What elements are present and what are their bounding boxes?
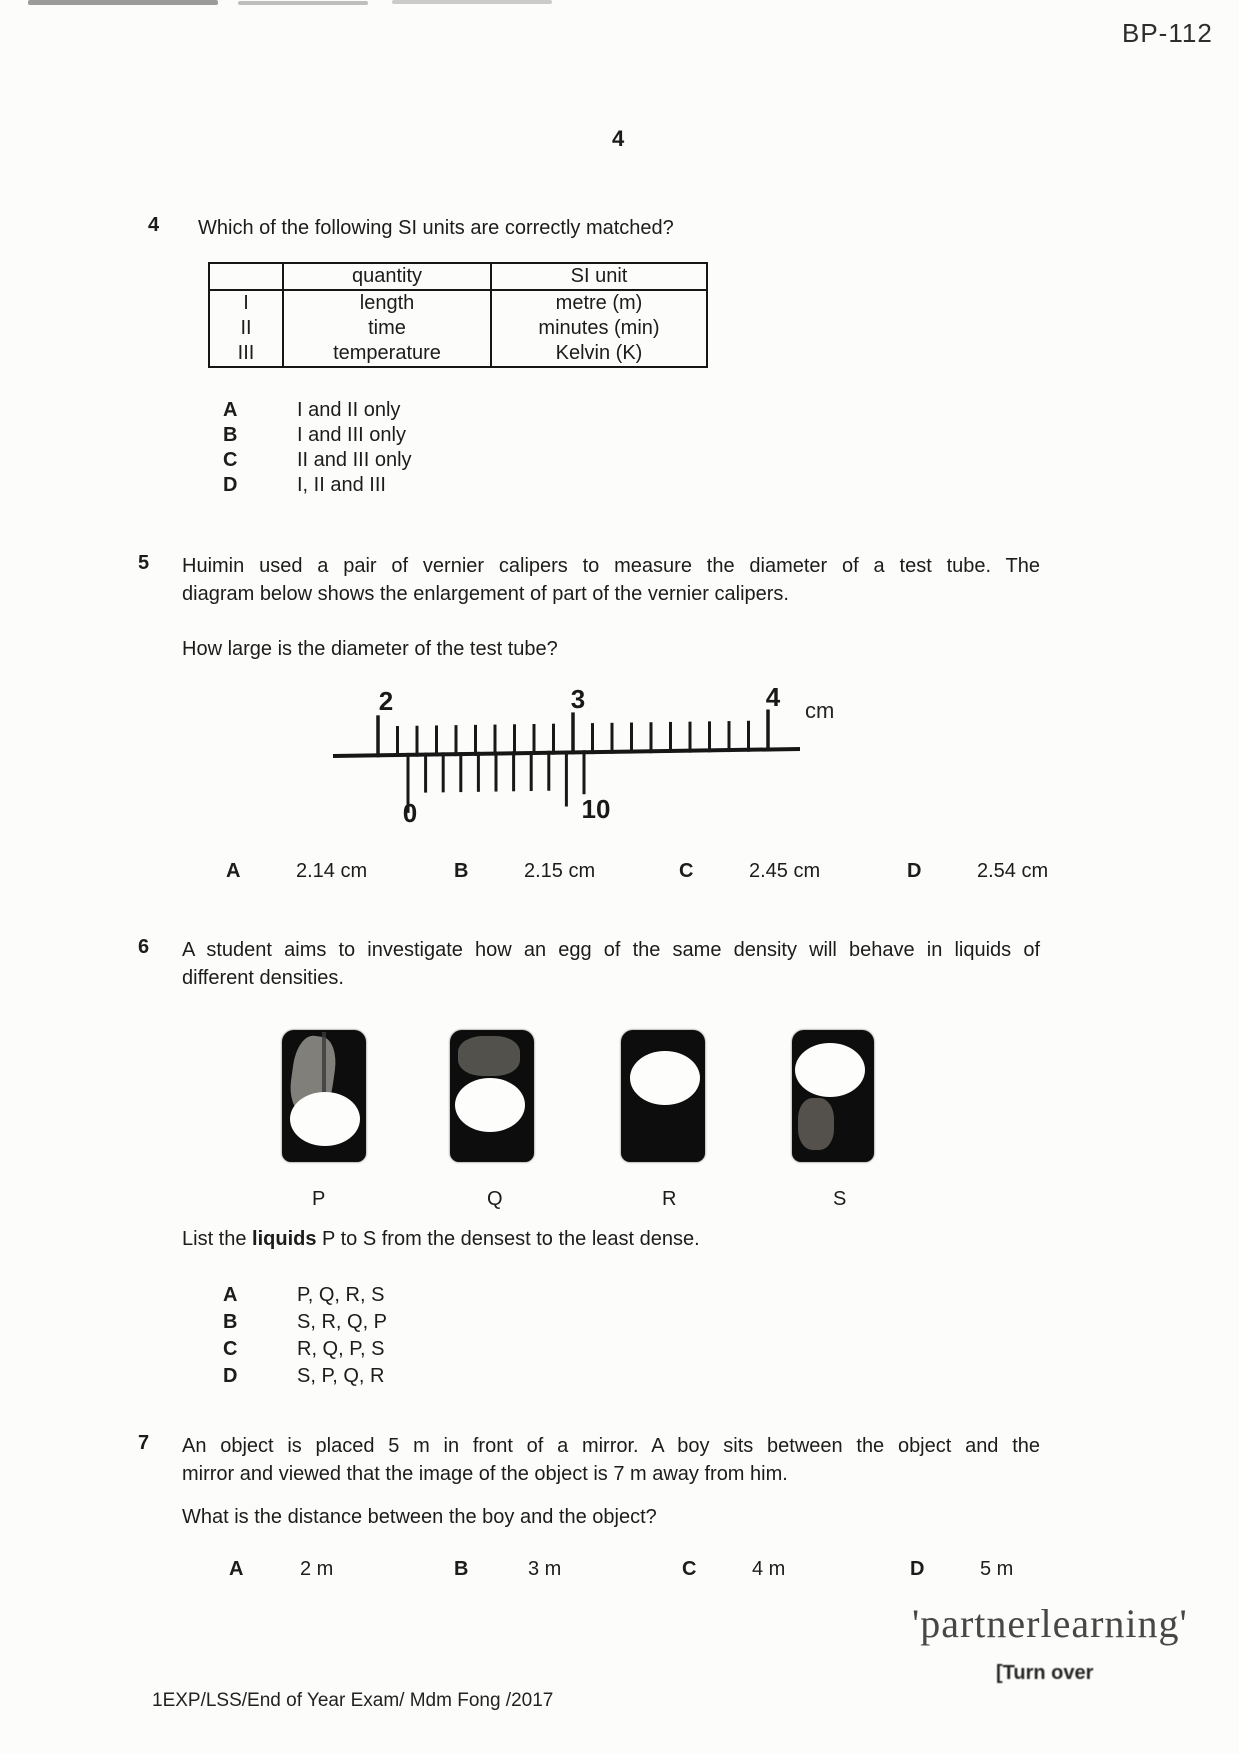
question-7-number: 7 <box>138 1432 150 1454</box>
question-5-text <box>182 552 1040 608</box>
option-letter: A <box>223 1284 238 1306</box>
option-text: I, II and III <box>297 474 386 496</box>
main-scale-label-2: 2 <box>378 686 394 716</box>
table-header-quantity: quantity <box>283 263 491 290</box>
option-letter: C <box>223 1338 238 1360</box>
row-si-unit: metre (m) <box>491 290 707 316</box>
beaker-image-s <box>792 1030 874 1162</box>
option-c <box>223 1336 387 1363</box>
question-5-number: 5 <box>138 552 150 574</box>
row-quantity: time <box>283 316 491 341</box>
scan-artifact <box>238 1 368 5</box>
question-4-text: Which of the following SI units are correctly matched? <box>198 217 674 239</box>
option-value-a: 2 m <box>300 1558 334 1580</box>
beaker-image-q <box>450 1030 534 1162</box>
scan-artifact <box>28 0 218 5</box>
vernier-label-10: 10 <box>581 794 611 824</box>
question-6-line2: different densities. <box>182 967 344 989</box>
option-letter: D <box>223 474 238 496</box>
option-text: S, P, Q, R <box>297 1365 385 1387</box>
option-letter: A <box>223 399 238 421</box>
si-units-table <box>208 262 708 368</box>
vernier-caliper-diagram <box>308 672 898 837</box>
turn-over-note: [Turn over <box>996 1662 1094 1684</box>
question-6-number: 6 <box>138 936 150 958</box>
option-value-c: 2.45 cm <box>749 860 821 882</box>
question-5-line1: Huimin used a pair of vernier calipers to measure the diameter of a test tube. The <box>182 555 1040 577</box>
egg-icon <box>795 1043 865 1097</box>
option-value-d: 5 m <box>980 1558 1014 1580</box>
row-id: II <box>240 317 252 339</box>
beaker-image-p <box>282 1030 366 1162</box>
question-7-prompt: What is the distance between the boy and the object? <box>182 1506 657 1528</box>
question-7-line2: mirror and viewed that the image of the object is 7 m away from him. <box>182 1463 788 1485</box>
row-id: III <box>237 342 255 364</box>
option-text: P, Q, R, S <box>297 1284 385 1306</box>
paper-code: BP-112 <box>1122 18 1213 48</box>
option-letter: D <box>223 1365 238 1387</box>
table-header-row <box>209 263 707 290</box>
egg-icon <box>455 1078 525 1132</box>
question-6-options <box>223 1282 387 1390</box>
row-id: I <box>243 292 249 314</box>
beaker-label-p: P <box>312 1188 326 1210</box>
option-b <box>223 423 412 448</box>
option-text: S, R, Q, P <box>297 1311 388 1333</box>
option-a <box>223 1282 387 1309</box>
question-7-line1: An object is placed 5 m in front of a mirror. A boy sits between the object and the <box>182 1435 1040 1457</box>
row-quantity: temperature <box>283 341 491 367</box>
option-d <box>223 473 412 498</box>
page-number: 4 <box>612 126 625 151</box>
option-letter-a: A <box>229 1558 244 1580</box>
egg-icon <box>290 1092 360 1146</box>
main-scale-label-3: 3 <box>570 684 586 714</box>
question-5-line2: diagram below shows the enlargement of part of the vernier calipers. <box>182 583 789 605</box>
option-text: I and II only <box>297 399 401 421</box>
option-text: I and III only <box>297 424 406 446</box>
list-prompt-suffix: P to S from the densest to the least dense. <box>316 1228 700 1250</box>
main-scale-label-4: 4 <box>765 682 781 712</box>
option-letter-c: C <box>679 860 694 882</box>
table-row <box>209 341 707 367</box>
option-letter: B <box>223 424 238 446</box>
option-letter-a: A <box>226 860 241 882</box>
beaker-label-q: Q <box>487 1188 503 1210</box>
option-letter-b: B <box>454 1558 469 1580</box>
option-value-b: 3 m <box>528 1558 562 1580</box>
egg-icon <box>630 1051 700 1105</box>
option-letter-c: C <box>682 1558 697 1580</box>
option-letter: C <box>223 449 238 471</box>
question-6-text <box>182 936 1040 992</box>
option-letter-b: B <box>454 860 469 882</box>
question-6-list-prompt <box>182 1228 700 1251</box>
question-7-text <box>182 1432 1040 1488</box>
row-si-unit: minutes (min) <box>491 316 707 341</box>
option-d <box>223 1363 387 1390</box>
list-prompt-prefix: List the <box>182 1228 253 1250</box>
watermark-partnerlearning: 'partnerlearning' <box>912 1601 1188 1646</box>
option-b <box>223 1309 387 1336</box>
scan-smudge <box>798 1098 834 1150</box>
scan-smudge <box>458 1036 520 1076</box>
table-row <box>209 316 707 341</box>
question-5-prompt: How large is the diameter of the test tube? <box>182 638 558 660</box>
row-quantity: length <box>283 290 491 316</box>
beaker-label-s: S <box>833 1188 847 1210</box>
table-row <box>209 290 707 316</box>
question-4-options <box>223 398 412 498</box>
question-6-line1: A student aims to investigate how an egg of the same density will behave in liquids of <box>182 939 1040 961</box>
question-4-number: 4 <box>148 214 160 236</box>
option-value-a: 2.14 cm <box>296 860 368 882</box>
option-value-c: 4 m <box>752 1558 786 1580</box>
option-value-b: 2.15 cm <box>524 860 596 882</box>
exam-reference-footer: 1EXP/LSS/End of Year Exam/ Mdm Fong /2017 <box>152 1690 554 1711</box>
beaker-label-r: R <box>662 1188 677 1210</box>
list-prompt-bold: liquids <box>252 1228 317 1250</box>
vernier-label-0: 0 <box>402 798 418 828</box>
table-header-si-unit: SI unit <box>491 263 707 290</box>
option-letter-d: D <box>907 860 922 882</box>
row-si-unit: Kelvin (K) <box>491 341 707 367</box>
beaker-image-r <box>621 1030 705 1162</box>
option-a <box>223 398 412 423</box>
option-text: R, Q, P, S <box>297 1338 385 1360</box>
option-value-d: 2.54 cm <box>977 860 1049 882</box>
option-letter: B <box>223 1311 238 1333</box>
option-text: II and III only <box>297 449 412 471</box>
unit-label-cm: cm <box>805 698 835 723</box>
option-letter-d: D <box>910 1558 925 1580</box>
scan-artifact <box>392 0 552 4</box>
option-c <box>223 448 412 473</box>
table-header-blank <box>209 263 283 290</box>
